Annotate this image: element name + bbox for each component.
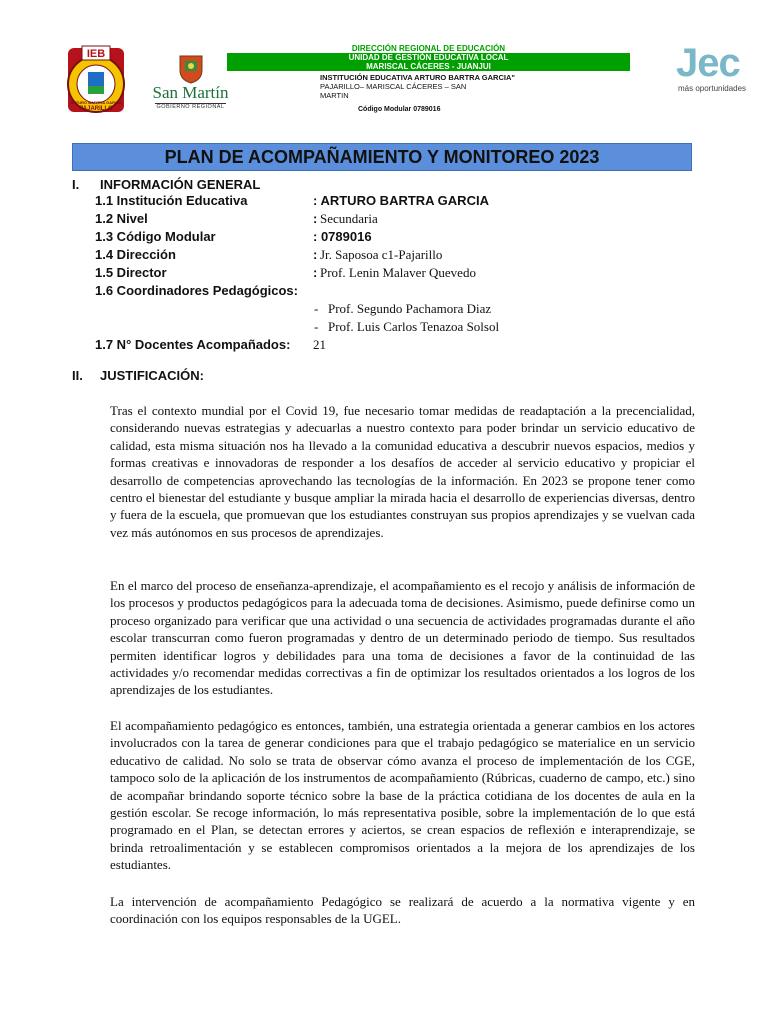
school-crest-logo — [62, 44, 130, 116]
coordinator-dash: - — [314, 319, 319, 334]
page-title: PLAN DE ACOMPAÑAMIENTO Y MONITOREO 2023 — [164, 147, 600, 167]
info-label-director: 1.5 Director — [95, 265, 167, 280]
header-school-name: INSTITUCIÓN EDUCATIVA ARTURO BARTRA GARCIA" — [320, 73, 515, 82]
info-label-address: 1.4 Dirección — [95, 247, 176, 262]
section-1-heading: INFORMACIÓN GENERAL — [100, 177, 261, 192]
justification-paragraph: En el marco del proceso de enseñanza-aprendizaje, el acompañamiento es el recojo y análisis de información de los procesos y productos pedagógicos para la adecuada toma de decisiones. Asimismo, puede definirse como un proceso organizado para verificar que una actividad o una secuencia de actividades programadas durante el año escolar transcurran como fueron programadas y dentro de un determinado periodo de tiempo. Sus resultados permiten identificar logros y debilidades para una toma de decisiones a favor de la continuidad de las actividades y/o recomendar medidas correctivas a fin de optimizar los resultados orientados a los logros de los aprendizajes de los estudiantes. — [110, 578, 695, 698]
gobierno-regional-text: GOBIERNO REGIONAL — [156, 104, 225, 110]
info-colon-director: : — [313, 265, 318, 280]
info-value-docentes: 21 — [313, 337, 326, 352]
info-label-institution: 1.1 Institución Educativa — [95, 193, 248, 208]
header-institution-block — [227, 44, 630, 71]
info-value-director: Prof. Lenin Malaver Quevedo — [320, 265, 476, 280]
coordinator-item: Prof. Segundo Pachamora Diaz — [328, 301, 492, 316]
info-value-level: Secundaria — [320, 211, 378, 226]
crest-ring-text: ARTURO BARTRA GARCIA — [70, 100, 122, 105]
header-region: DIRECCIÓN REGIONAL DE EDUCACIÓN — [351, 44, 506, 53]
info-value-institution: : ARTURO BARTRA GARCIA — [313, 193, 489, 208]
justification-paragraph: La intervención de acompañamiento Pedagógico se realizará de acuerdo a la normativa vigente y en coordinación con los equipos responsables de la UGEL. — [110, 894, 695, 927]
section-2-number: II. — [72, 368, 83, 383]
header-ugel-place: MARISCAL CÁCERES - JUANJUI — [227, 62, 630, 71]
crest-bottom-text: PAJARILLO — [79, 106, 113, 112]
san-martin-name: San Martín — [152, 83, 229, 102]
coordinator-item: Prof. Luis Carlos Tenazoa Solsol — [328, 319, 500, 334]
info-colon-address: : — [313, 247, 318, 262]
section-1-number: I. — [72, 177, 80, 192]
info-label-docentes: 1.7 N° Docentes Acompañados: — [95, 337, 291, 352]
san-martin-logo — [143, 54, 238, 118]
jec-logo — [676, 42, 762, 98]
section-2-heading: JUSTIFICACIÓN: — [100, 368, 204, 383]
header-ugel: UNIDAD DE GESTIÓN EDUCATIVA LOCAL — [227, 53, 630, 62]
header-location: PAJARILLO– MARISCAL CÁCERES – SAN MARTIN — [320, 82, 467, 100]
header-modular-code: Código Modular 0789016 — [358, 106, 441, 113]
justification-paragraph: Tras el contexto mundial por el Covid 19, fue necesario tomar medidas de readaptación a la precencialidad, considerando nuevas estrategias y adecuarlas a nuestro contexto para poder brindar un servicio educativo de calidad, esta misma situación nos ha llevado a la comunidad educativa a descubrir nuevos espacios, medios y formas creativas e innovadoras de responder a los desafíos de acceder al servicio educativo y propiciar el desarrollo de competencias aprovechando las tecnologías de la información. En 2023 se propone tener como centro el bienestar del estudiante y busque ampliar la mirada hacia el desarrollo de experiencias diversas, dentro y fuera de la escuela, que promuevan que los estudiantes construyan sus propios aprendizajes y se vuelvan cada vez más autónomos en sus procesos de aprendizajes. — [110, 403, 695, 540]
info-label-level: 1.2 Nivel — [95, 211, 148, 226]
info-label-code: 1.3 Código Modular — [95, 229, 216, 244]
coordinator-dash: - — [314, 301, 319, 316]
jec-tagline: más oportunidades — [678, 84, 747, 93]
crest-top-text: IEB — [86, 48, 106, 60]
info-colon-level: : — [313, 211, 318, 226]
info-label-coordinators: 1.6 Coordinadores Pedagógicos: — [95, 283, 298, 298]
info-value-address: Jr. Saposoa c1-Pajarillo — [320, 247, 443, 262]
shield-icon — [177, 54, 205, 84]
info-value-code: : 0789016 — [313, 229, 372, 244]
justification-paragraph: El acompañamiento pedagógico es entonces, también, una estrategia orientada a generar cambios en los actores involucrados con la tarea de generar condiciones para que el trabajo pedagógico se materialice en un servicio educativo de calidad. No solo se trata de observar cómo avanza el proceso de implementación de los CGE, tampoco solo de la aplicación de los instrumentos de acompañamiento (Rúbricas, cuaderno de campo, etc.) sino de acompañar brindando soporte técnico sobre la base de la práctica cotidiana de los docentes de aula en la gestión escolar. Se recoge información, lo más representativa posible, sobre la implementación de lo que está programado en el Plan, se detectan errores y aciertos, se crean espacios de reflexión e interaprendizaje, se brinda retroalimentación y se establecen compromisos orientados a la mejora de los aprendizajes de los estudiantes. — [110, 718, 695, 873]
jec-wordmark: Jec — [676, 41, 740, 85]
header-school-info — [320, 73, 520, 100]
